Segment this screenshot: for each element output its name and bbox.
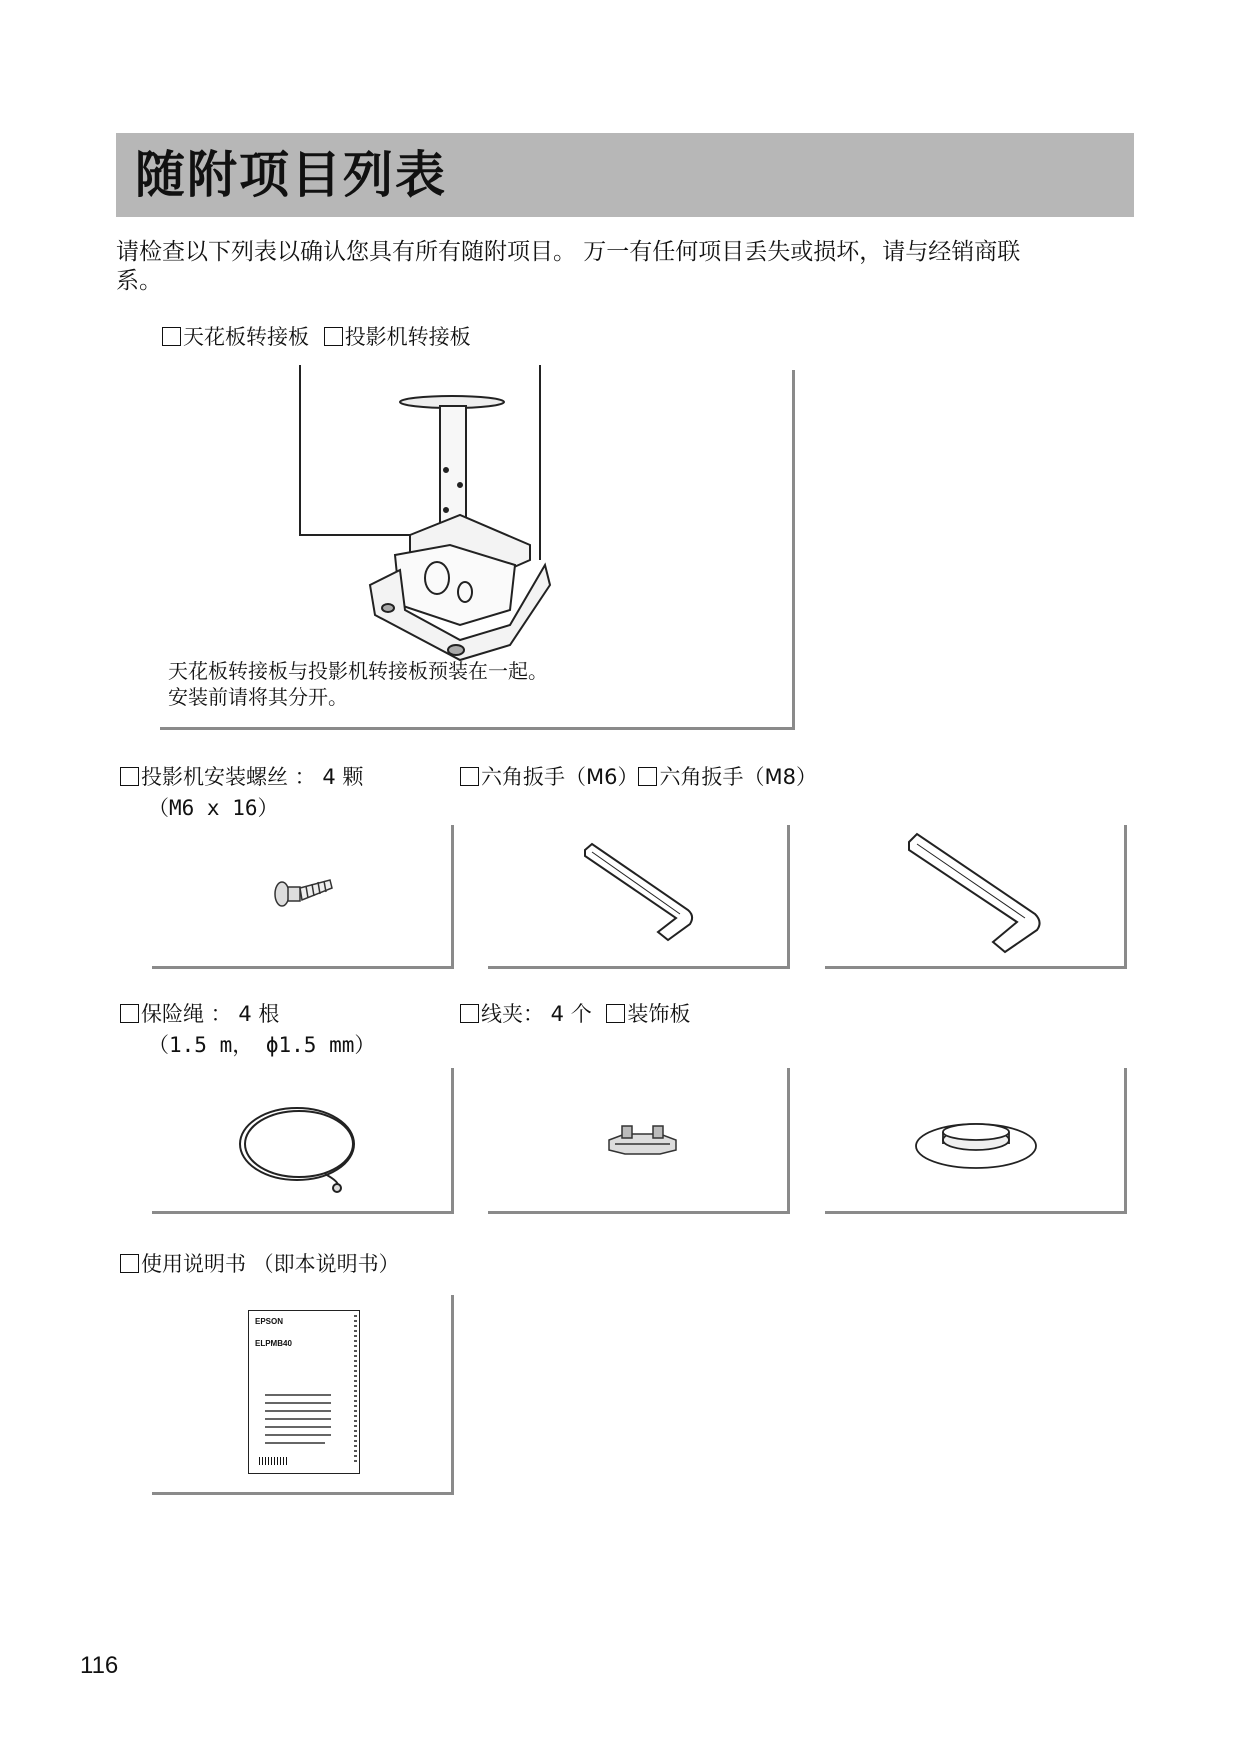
wire-checkbox[interactable]	[120, 1004, 139, 1023]
hex-m8-label: 六角扳手（M8）	[659, 765, 817, 789]
wire-clamp-illustration	[605, 1120, 680, 1165]
hex-wrench-m8-icon	[905, 832, 1045, 957]
projector-plate-label: 投影机转接板	[344, 325, 471, 349]
intro-line-1: 请检查以下列表以确认您具有所有随附项目。 万一有任何项目丢失或损坏，请与经销商联	[116, 239, 1021, 265]
ceiling-plate-checkbox[interactable]	[162, 327, 181, 346]
manual-barcode	[259, 1457, 289, 1465]
manual-model: ELPMB40	[255, 1339, 292, 1348]
ceiling-plate-label: 天花板转接板	[183, 325, 309, 349]
hex-m6-checkbox[interactable]	[460, 767, 479, 786]
screws-label: 投影机安装螺丝 ： 4 颗	[141, 765, 364, 789]
screws-checkbox[interactable]	[120, 767, 139, 786]
screw-illustration	[270, 870, 335, 910]
wire-label: 保险绳 ： 4 根	[141, 1002, 280, 1026]
clamp-label: 线夹： 4 个	[481, 1002, 592, 1026]
safety-wire-illustration	[235, 1102, 365, 1192]
intro-line-2: 系。	[116, 268, 162, 294]
clamp-checkbox[interactable]	[460, 1004, 479, 1023]
hex-wrench-m6-icon	[580, 842, 700, 947]
manual-spine-pattern	[354, 1315, 357, 1465]
intro-paragraph	[116, 238, 1126, 296]
assembly-note-line-2: 安装前请将其分开。	[168, 685, 348, 709]
clamp-cover-label-row	[460, 1000, 690, 1028]
manual-label: 使用说明书 （即本说明书）	[141, 1252, 400, 1276]
page-title: 随附项目列表	[135, 146, 447, 204]
cover-label: 装饰板	[627, 1002, 691, 1026]
hex-m8-checkbox[interactable]	[638, 767, 657, 786]
projector-plate-checkbox[interactable]	[324, 327, 343, 346]
manual-contents-lines	[265, 1391, 339, 1451]
hex-m6-label: 六角扳手（M6）	[481, 765, 639, 789]
wire-label-block	[120, 1000, 375, 1059]
wire-spec: （1.5 m， ϕ1.5 mm）	[148, 1033, 376, 1057]
manual-checkbox[interactable]	[120, 1254, 139, 1273]
assembly-note-line-1: 天花板转接板与投影机转接板预装在一起。	[168, 659, 548, 683]
manual-label-row	[120, 1250, 400, 1278]
page-number: 116	[80, 1652, 119, 1679]
hex-wrench-label-row	[460, 763, 817, 791]
decor-cover-illustration	[912, 1112, 1042, 1172]
manual-cover-illustration	[248, 1310, 360, 1474]
manual-brand: EPSON	[255, 1317, 284, 1326]
assembly-note	[168, 658, 548, 710]
screws-label-block	[120, 763, 363, 822]
cover-checkbox[interactable]	[606, 1004, 625, 1023]
plates-label-row	[162, 323, 471, 351]
mount-assembly-illustration	[300, 360, 560, 660]
screws-spec: （M6 x 16）	[148, 796, 279, 820]
